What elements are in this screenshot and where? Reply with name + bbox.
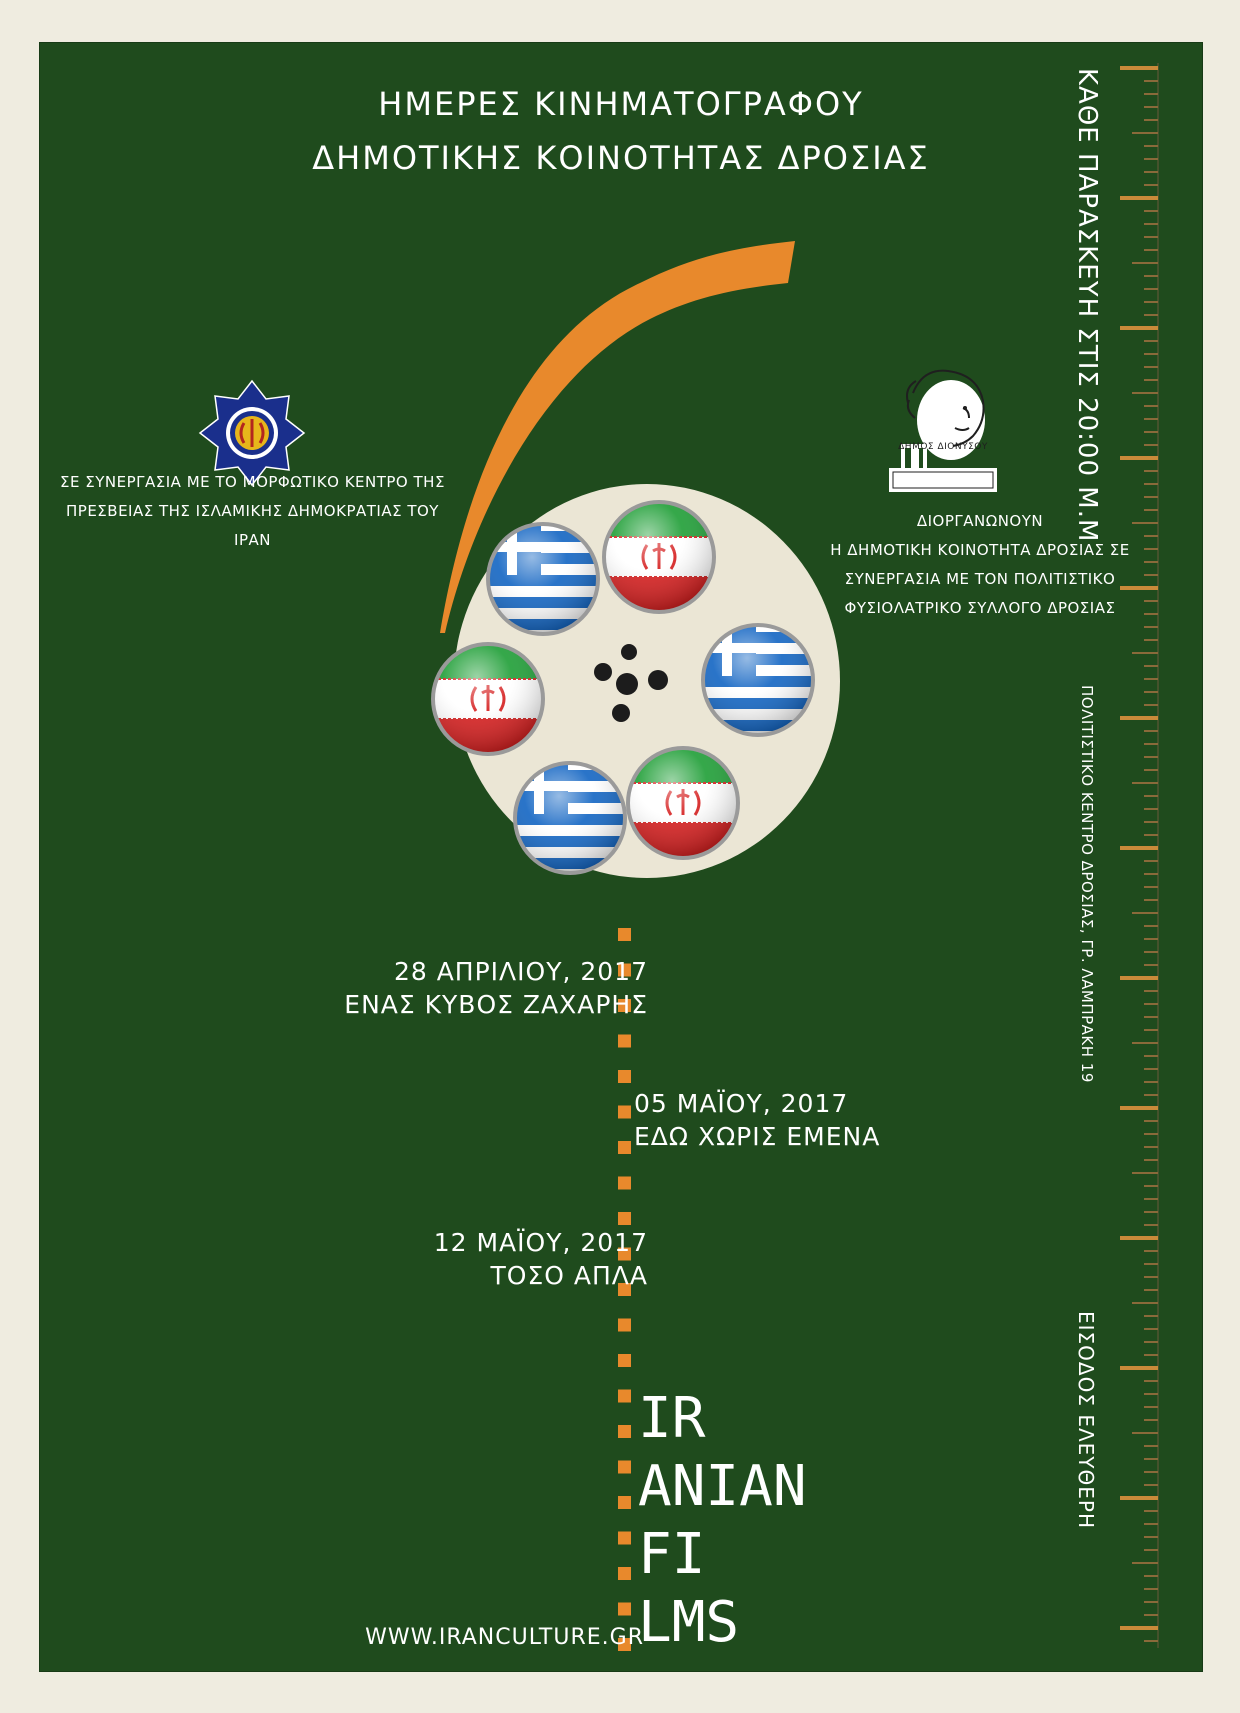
film-1 bbox=[248, 955, 648, 1021]
filmstrip-dot bbox=[618, 1496, 631, 1509]
filmstrip-dot bbox=[618, 1461, 631, 1474]
title-line-2: ΔΗΜΟΤΙΚΗΣ ΚΟΙΝΟΤΗΤΑΣ ΔΡΟΣΙΑΣ bbox=[312, 139, 930, 177]
partner-line-3: ΙΡΑΝ bbox=[234, 531, 271, 549]
title-line-1: ΗΜΕΡΕΣ ΚΙΝΗΜΑΤΟΓΡΑΦΟΥ bbox=[378, 85, 864, 123]
schedule-text: ΚΑΘΕ ΠΑΡΑΣΚΕΥΗ ΣΤΙΣ 20:00 Μ.Μ bbox=[1072, 68, 1102, 543]
filmstrip-dot bbox=[618, 1106, 631, 1119]
ruler bbox=[1120, 63, 1158, 1648]
organizer-text bbox=[805, 507, 1155, 623]
brand-line-3: FI bbox=[638, 1522, 706, 1587]
film-2-date: 05 ΜΑΪΟΥ, 2017 bbox=[634, 1089, 849, 1118]
filmstrip-dot bbox=[618, 1603, 631, 1616]
partner-text bbox=[60, 468, 445, 555]
organizer-line-3: ΣΥΝΕΡΓΑΣΙΑ ΜΕ ΤΟΝ ΠΟΛΙΤΙΣΤΙΚΟ bbox=[844, 570, 1116, 588]
organizer-line-1: ΔΙΟΡΓΑΝΩΝΟΥΝ bbox=[916, 512, 1044, 530]
filmstrip-dot bbox=[618, 1390, 631, 1403]
website-link[interactable]: WWW.IRANCULTURE.GR bbox=[365, 1625, 644, 1650]
brand-line-2: ANIAN bbox=[638, 1454, 807, 1519]
brand-line-1: IR bbox=[638, 1386, 706, 1451]
partner-line-2: ΠΡΕΣΒΕΙΑΣ ΤΗΣ ΙΣΛΑΜΙΚΗΣ ΔΗΜΟΚΡΑΤΙΑΣ ΤΟΥ bbox=[66, 502, 439, 520]
filmstrip-dot bbox=[618, 1141, 631, 1154]
film-3 bbox=[248, 1226, 648, 1292]
film-2-title: ΕΔΩ ΧΩΡΙΣ ΕΜΕΝΑ bbox=[634, 1122, 881, 1151]
filmstrip-dot bbox=[618, 1070, 631, 1083]
filmstrip-dot bbox=[618, 1532, 631, 1545]
poster bbox=[40, 43, 1202, 1671]
film-3-date: 12 ΜΑΪΟΥ, 2017 bbox=[433, 1228, 648, 1257]
dimos-dionysou-logo bbox=[889, 371, 997, 492]
filmstrip-dot bbox=[618, 1567, 631, 1580]
organizer-line-4: ΦΥΣΙΟΛΑΤΡΙΚΟ ΣΥΛΛΟΓΟ ΔΡΟΣΙΑΣ bbox=[844, 599, 1116, 617]
filmstrip-dot bbox=[618, 1354, 631, 1367]
poster-graphics bbox=[40, 43, 1202, 1671]
entry-text: ΕΙΣΟΔΟΣ ΕΛΕΥΘΕΡΗ bbox=[1074, 1311, 1098, 1529]
filmstrip-dot bbox=[618, 1035, 631, 1048]
film-2 bbox=[634, 1087, 1034, 1153]
filmstrip-dot bbox=[618, 1425, 631, 1438]
filmstrip-dot bbox=[618, 928, 631, 941]
logo-caption: ΔΗΜΟΣ ΔΙΟΝΥΣΟΥ bbox=[898, 442, 988, 452]
film-1-title: ΕΝΑΣ ΚΥΒΟΣ ΖΑΧΑΡΗΣ bbox=[344, 990, 648, 1019]
film-1-date: 28 ΑΠΡΙΛΙΟΥ, 2017 bbox=[393, 957, 648, 986]
filmstrip-dot bbox=[618, 1177, 631, 1190]
organizer-line-2: Η ΔΗΜΟΤΙΚΗ ΚΟΙΝΟΤΗΤΑ ΔΡΟΣΙΑΣ ΣΕ bbox=[830, 541, 1130, 559]
film-3-title: ΤΟΣΟ ΑΠΛΑ bbox=[490, 1261, 648, 1290]
filmstrip-dot bbox=[618, 1319, 631, 1332]
partner-line-1: ΣΕ ΣΥΝΕΡΓΑΣΙΑ ΜΕ ΤΟ ΜΟΡΦΩΤΙΚΟ ΚΕΝΤΡΟ ΤΗΣ bbox=[60, 473, 445, 491]
venue-text: ΠΟΛΙΤΙΣΤΙΚΟ ΚΕΝΤΡΟ ΔΡΟΣΙΑΣ, ΓΡ. ΛΑΜΠΡΑΚΗ 19 bbox=[1078, 685, 1096, 1083]
filmstrip-dot bbox=[618, 1212, 631, 1225]
brand-line-4: LMS bbox=[638, 1590, 740, 1655]
